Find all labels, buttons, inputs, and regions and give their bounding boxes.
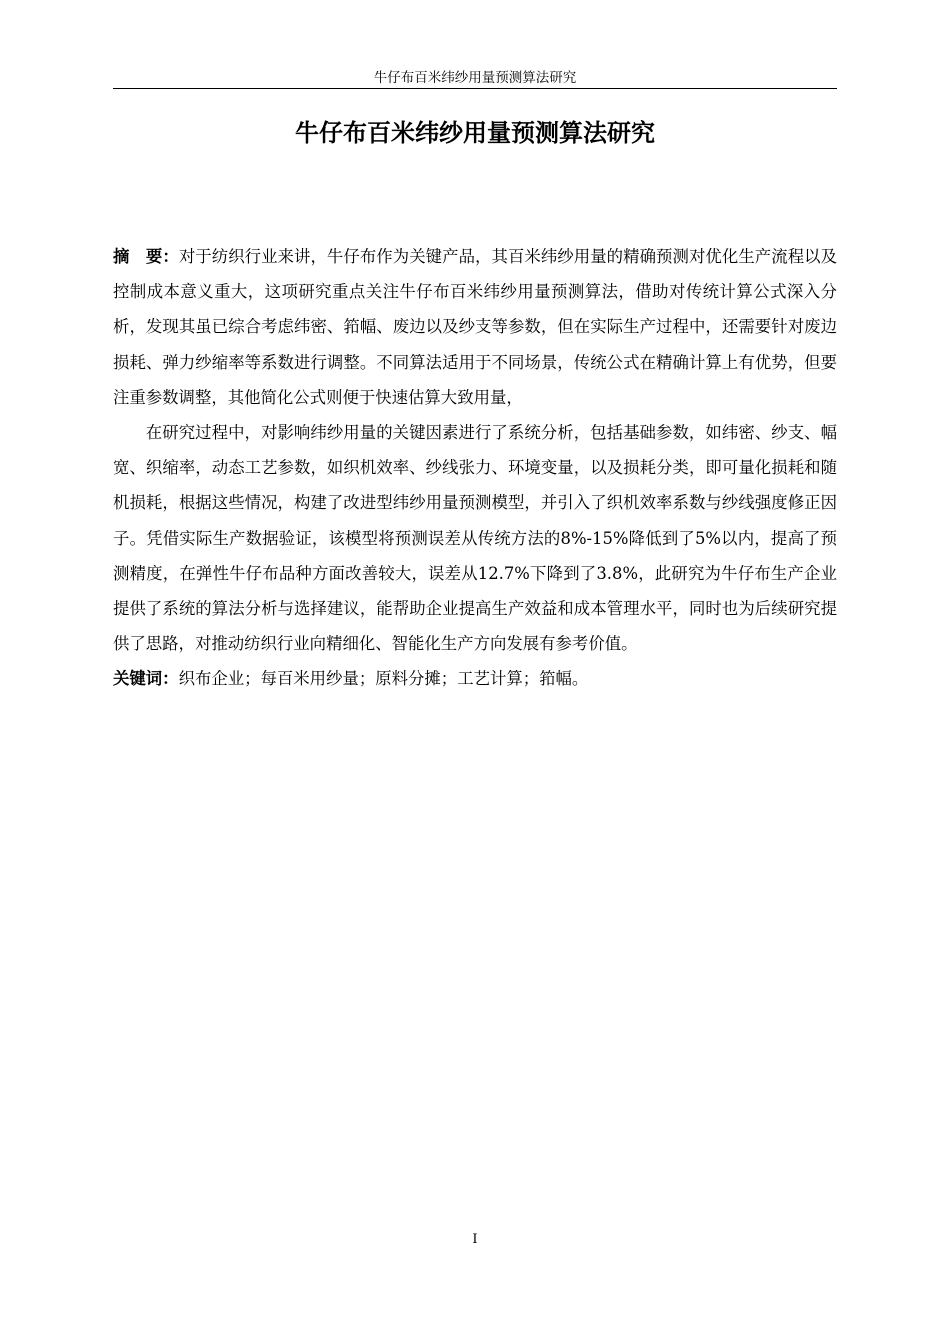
running-header: 牛仔布百米纬纱用量预测算法研究	[373, 70, 577, 86]
abstract-paragraph-2	[113, 415, 837, 661]
abstract-paragraph-1	[113, 239, 837, 415]
abstract-label: 摘 要：	[113, 247, 179, 266]
keywords-label: 关键词：	[113, 669, 179, 689]
header-rule	[113, 88, 837, 89]
page-number: I	[472, 1232, 478, 1247]
page-title: 牛仔布百米纬纱用量预测算法研究	[295, 119, 655, 147]
keywords-text: 织布企业；每百米用纱量；原料分摊；工艺计算；筘幅。	[178, 669, 589, 689]
abstract-section	[113, 239, 837, 697]
abstract-text-1: 对于纺织行业来讲，牛仔布作为关键产品，其百米纬纱用量的精确预测对优化生产流程以及控制成本意义重大，这项研究重点关注牛仔布百米纬纱用量预测算法，借助对传统计算公式深入分析，发现其虽已综合考虑纬密、筘幅、废边以及纱支等参数，但在实际生产过程中，还需要针对废边损耗、弹力纱缩率等系数进行调整。不同算法适用于不同场景，传统公式在精确计算上有优势，但要注重参数调整，其他简化公式则便于快速估算大致用量，	[113, 247, 838, 407]
abstract-text-2: 在研究过程中，对影响纬纱用量的关键因素进行了系统分析，包括基础参数，如纬密、纱支、幅宽、织缩率，动态工艺参数，如织机效率、纱线张力、环境变量，以及损耗分类，即可量化损耗和随机损耗，根据这些情况，构建了改进型纬纱用量预测模型，并引入了织机效率系数与纱线强度修正因子。凭借实际生产数据验证，该模型将预测误差从传统方法的8%-15%降低到了5%以内，提高了预测精度，在弹性牛仔布品种方面改善较大，误差从12.7%下降到了3.8%，此研究为牛仔布生产企业提供了系统的算法分析与选择建议，能帮助企业提高生产效益和成本管理水平，同时也为后续研究提供了思路，对推动纺织行业向精细化、智能化生产方向发展有参考价值。	[113, 423, 837, 654]
keywords-line	[113, 661, 837, 696]
